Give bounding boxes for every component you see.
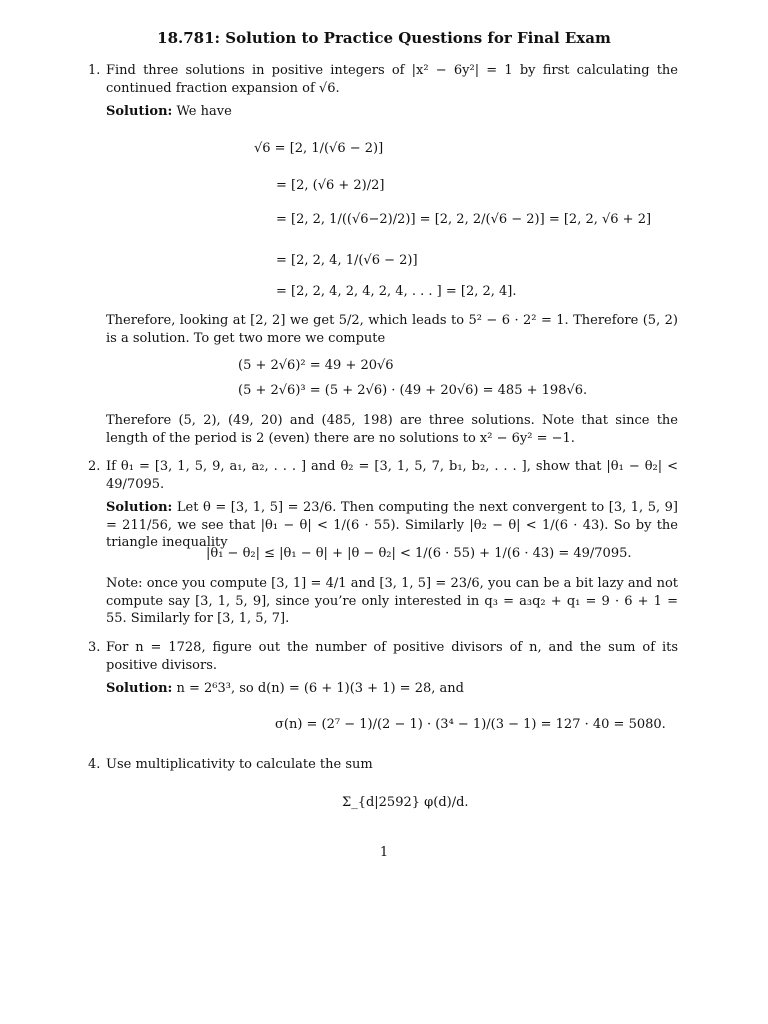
solution-text: We have: [176, 104, 232, 120]
solution-block: [106, 680, 678, 698]
problem-statement: For n = 1728, figure out the number of positive divisors of n, and the sum of its positive divisors.: [106, 640, 678, 673]
solution-text: n = 2⁶3³, so d(n) = (6 + 1)(3 + 1) = 28, and: [176, 681, 464, 697]
cf-derivation-line-5: = [2, 2, 4, 2, 4, 2, 4, . . . ] = [2, 2, 4].: [276, 284, 517, 299]
solution-label: Solution:: [106, 500, 173, 516]
problem-1-conclusion: [106, 412, 678, 447]
problem-number: 2.: [88, 459, 101, 474]
page-number: 1: [379, 845, 389, 860]
cf-derivation-line-4: = [2, 2, 4, 1/(√6 − 2)]: [276, 253, 418, 268]
problem-4: [88, 756, 678, 774]
computation-line-1: (5 + 2√6)² = 49 + 20√6: [238, 358, 394, 373]
solution-intro-line: [106, 103, 678, 121]
problem-2-note: [106, 575, 678, 628]
page-title: 18.781: Solution to Practice Questions for Final Exam: [157, 29, 611, 47]
display-sum: Σ_{d|2592} φ(d)/d.: [342, 795, 469, 810]
problem-3: [88, 639, 678, 698]
problem-2: [88, 458, 678, 552]
solution-text: Let θ = [3, 1, 5] = 23/6. Then computing the next convergent to [3, 1, 5, 9] = 211/56, we see that |θ₁ − θ| < 1/(6 · 55). Similarly |θ₂ − θ| < 1/(6 · 43). So by the triangle inequality: [106, 500, 678, 551]
problem-number: 3.: [88, 640, 101, 655]
problem-number: 4.: [88, 757, 101, 772]
problem-1: [88, 62, 678, 121]
cf-derivation-line-2: = [2, (√6 + 2)/2]: [276, 178, 385, 193]
display-sigma: σ(n) = (2⁷ − 1)/(2 − 1) · (3⁴ − 1)/(3 − 1) = 127 · 40 = 5080.: [275, 717, 666, 732]
solution-text: Therefore, looking at [2, 2] we get 5/2, which leads to 5² − 6 · 2² = 1. Therefore (5, 2) is a solution. To get two more we compute: [106, 313, 678, 346]
solution-label: Solution:: [106, 681, 173, 697]
cf-derivation-line-3: = [2, 2, 1/((√6−2)/2)] = [2, 2, 2/(√6 − 2)] = [2, 2, √6 + 2]: [276, 212, 652, 227]
problem-number: 1.: [88, 63, 101, 78]
problem-statement: If θ₁ = [3, 1, 5, 9, a₁, a₂, . . . ] and θ₂ = [3, 1, 5, 7, b₁, b₂, . . . ], show that |θ₁ − θ₂| < 49/7095.: [106, 459, 678, 492]
solution-label: Solution:: [106, 104, 173, 120]
cf-derivation-line-1: √6 = [2, 1/(√6 − 2)]: [254, 141, 384, 156]
computation-line-2: (5 + 2√6)³ = (5 + 2√6) · (49 + 20√6) = 485 + 198√6.: [238, 383, 588, 398]
display-inequality: |θ₁ − θ₂| ≤ |θ₁ − θ| + |θ − θ₂| < 1/(6 · 55) + 1/(6 · 43) = 49/7095.: [206, 546, 632, 561]
solution-conclusion: Therefore (5, 2), (49, 20) and (485, 198) are three solutions. Note that since the length of the period is 2 (even) there are no solutions to x² − 6y² = −1.: [106, 413, 678, 446]
problem-statement: Find three solutions in positive integers of |x² − 6y²| = 1 by first calculating the continued fraction expansion of √6.: [106, 63, 678, 96]
problem-statement: Use multiplicativity to calculate the sum: [106, 757, 373, 772]
problem-1-continued: [106, 312, 678, 347]
solution-block: [106, 499, 678, 552]
note-text: Note: once you compute [3, 1] = 4/1 and [3, 1, 5] = 23/6, you can be a bit lazy and not compute say [3, 1, 5, 9], since you’re only interested in q₃ = a₃q₂ + q₁ = 9 · 6 + 1 = 55. Similarly for [3, 1, 5, 7].: [106, 576, 678, 627]
